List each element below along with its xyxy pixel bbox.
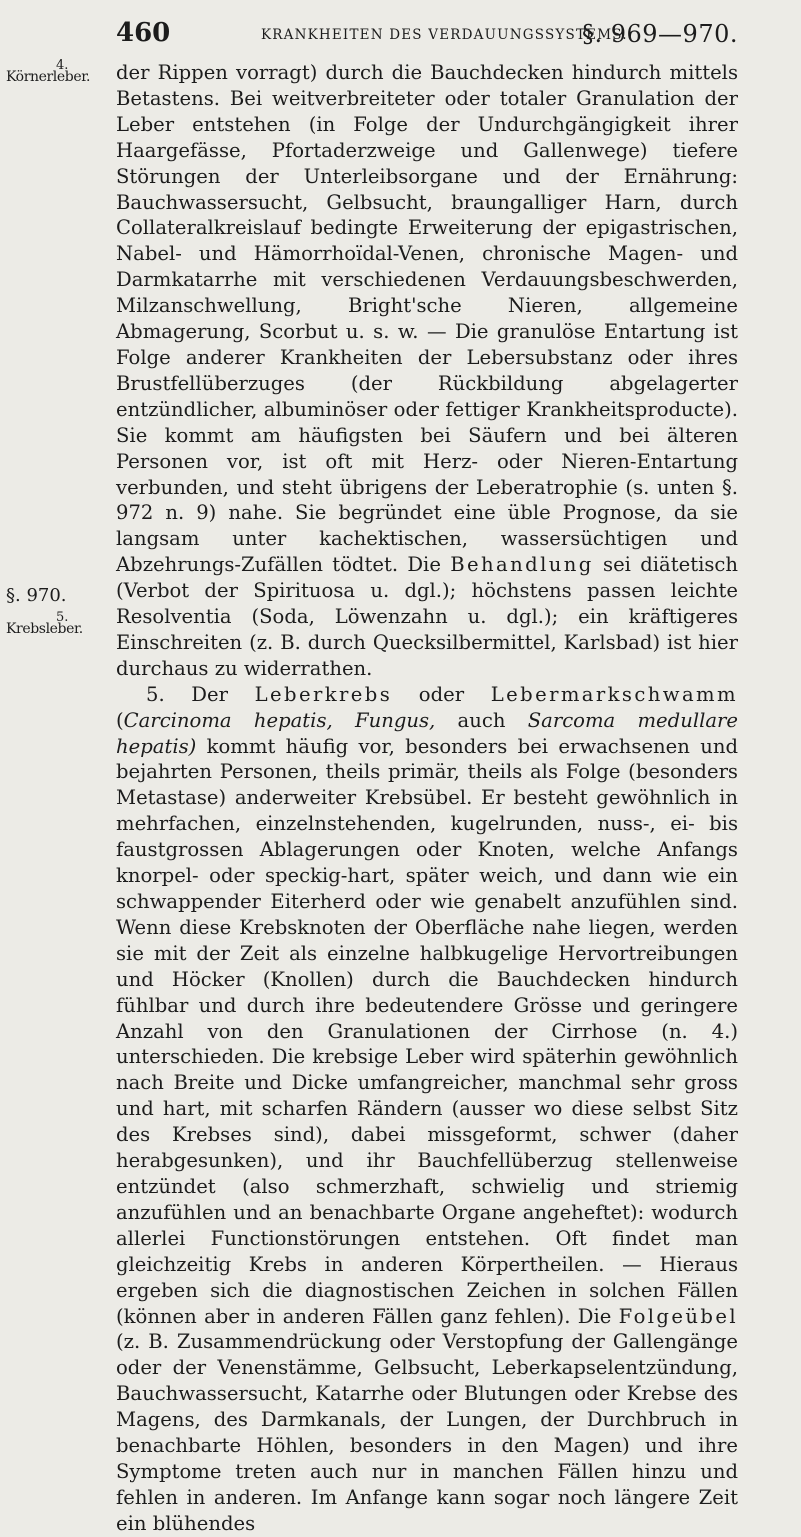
paragraph-koernerleber: der Rippen vorragt) durch die Bauchdecken hindurch mittels Betastens. Bei weitverbreiteter oder totaler Granulation der Leber entstehen (in Folge der Undurchgängigkeit ihrer Haargefässe, Pfortaderzweige und Gallenwege) tiefere Störungen der Unterleibsorgane und der Ernährung: Bauchwassersucht, Gelbsucht, braungalliger Harn, durch Collateralkreislauf bedingte Erweiterung der epigastrischen, Nabel- und Hämorrhoïdal-Venen, chronische Magen- und Darmkatarrhe mit verschiedenen Verdauungsbeschwerden, Milzanschwellung, Bright'sche Nieren, allgemeine Abmagerung, Scorbut u. s. w. — Die granulöse Entartung ist Folge anderer Krankheiten der Lebersubstanz oder ihres Brustfellüberzuges (der Rückbildung abgelagerter entzündlicher, albuminöser oder fettiger Krankheitsproducte). Sie kommt am häufigsten bei Säufern und bei älteren Personen vor, ist oft mit Herz- oder Nieren-Entartung verbunden, und steht übrigens der Leberatrophie (s. unten §. 972 n. 9) nahe. Sie begründet eine üble Prognose, da sie langsam unter kachektischen, wassersüchtigen und Abzehrungs-Zufällen tödtet. Die Behandlung sei diätetisch (Verbot der Spirituosa u. dgl.); höchstens passen leichte Resolventia (Soda, Löwenzahn u. dgl.); ein kräftigeres Einschreiten (z. B. durch Quecksilbermittel, Karlsbad) ist hier durchaus zu widerrathen. — [116, 61, 738, 680]
page-header — [116, 14, 738, 54]
margin-note-number: 4. — [56, 58, 69, 73]
page-body — [116, 60, 738, 1537]
latin-term: Sarcoma medullare hepatis) — [116, 708, 738, 758]
margin-section-number: §. 970. — [6, 585, 67, 606]
running-title: KRANKHEITEN DES VERDAUUNGSSYSTEMS. — [261, 27, 628, 43]
paragraph-krebsleber: 5. Der Leberkrebs oder Lebermarkschwamm (Carcinoma hepatis, Fungus, auch Sarcoma medullare hepatis) kommt häufig vor, besonders bei erwachsenen und bejahrten Personen, theils primär, theils als Folge (besonders Metastase) anderweiter Krebsübel. Er besteht gewöhnlich in mehrfachen, einzelnstehenden, kugelrunden, nuss-, ei- bis faustgrossen Ablagerungen oder Knoten, welche Anfangs knorpel- oder speckig-hart, später weich, und dann wie ein schwappender Eiterherd oder wie genabelt anzufühlen sind. Wenn diese Krebsknoten der Oberfläche nahe liegen, werden sie mit der Zeit als einzelne halbkugelige Hervortreibungen und Höcker (Knollen) durch die Bauchdecken hindurch fühlbar und durch ihre bedeutendere Grösse und geringere Anzahl von den Granulationen der Cirrhose (n. 4.) unterschieden. Die krebsige Leber wird späterhin gewöhnlich nach Breite und Dicke umfangreicher, manchmal sehr gross und hart, mit scharfen Rändern (ausser wo diese selbst Sitz des Krebses sind), dabei missgeformt, schwer (daher herabgesunken), und ihr Bauchfellüberzug stellenweise entzündet (also schmerzhaft, schwielig und striemig anzufühlen und an benachbarte Organe angeheftet): wodurch allerlei Functionstörungen entstehen. Oft findet man gleichzeitig Krebs in anderen Körpertheilen. — Hieraus ergeben sich die diagnostischen Zeichen in solchen Fällen (können aber in anderen Fällen ganz fehlen). Die Folgeübel (z. B. Zusammendrückung oder Verstopfung der Gallengänge oder der Venenstämme, Gelbsucht, Leberkapselentzündung, Bauchwassersucht, Katarrhe oder Blutungen oder Krebse des Magens, des Darmkanals, der Lungen, der Durchbruch in benachbarte Höhlen, besonders in den Magen) und ihre Symptome treten auch nur in manchen Fällen hinzu und fehlen in anderen. Im Anfange kann sogar noch längere Zeit ein blühendes — [116, 682, 738, 1535]
term-behandlung: Behandlung — [450, 553, 594, 577]
margin-note-label: Körnerleber. — [6, 69, 91, 85]
term-lebermarkschwamm: Lebermarkschwamm — [490, 682, 738, 706]
margin-note-label: Krebsleber. — [6, 621, 83, 637]
page-number: 460 — [116, 18, 171, 48]
term-leberkrebs: Leberkrebs — [254, 682, 393, 706]
margin-note-number: 5. — [56, 610, 69, 625]
section-range: §. 969—970. — [581, 20, 738, 48]
term-folgeuebel: Folgeübel — [618, 1304, 738, 1328]
latin-term: Carcinoma hepatis, Fungus, — [123, 708, 436, 732]
